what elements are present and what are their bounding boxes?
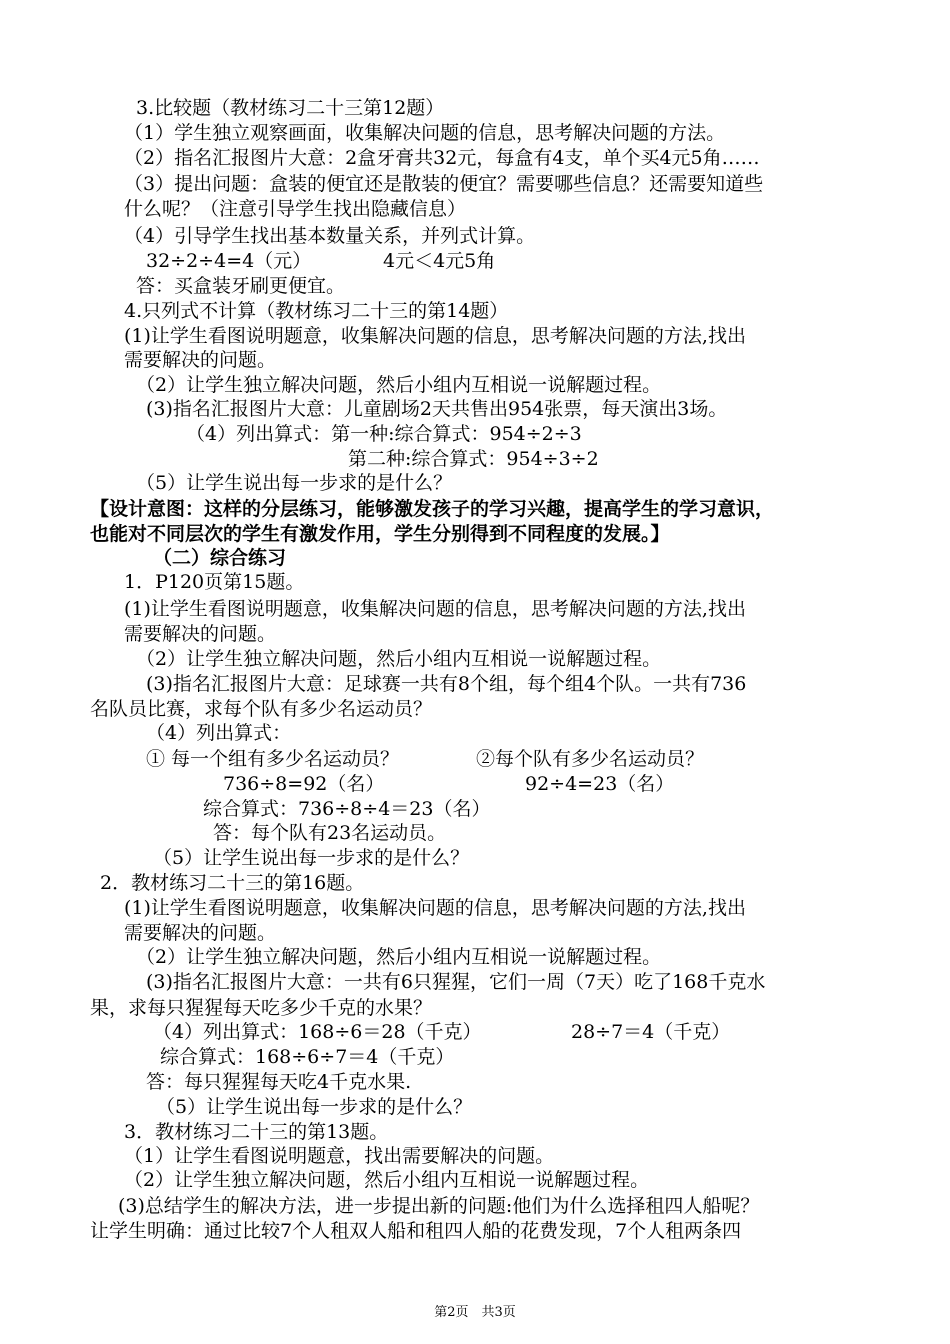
page-footer: 第2页 共3页 xyxy=(434,1305,516,1320)
text-line: （5）让学生说出每一步求的是什么？ xyxy=(156,1096,473,1118)
text-line: 736÷8=92（名） xyxy=(223,773,385,795)
text-line: 综合算式：736÷8÷4＝23（名） xyxy=(203,798,491,820)
text-line: （4）列出算式： xyxy=(146,722,292,744)
text-line: （2）让学生独立解决问题，然后小组内互相说一说解题过程。 xyxy=(136,648,662,670)
text-line: （4）列出算式：168÷6＝28（千克） xyxy=(153,1021,482,1043)
text-line: （2）指名汇报图片大意：2盒牙膏共32元，每盒有4支，单个买4元5角…… xyxy=(124,147,760,169)
text-line: 4.只列式不计算（教材练习二十三的第14题） xyxy=(124,300,509,322)
text-line: (1)让学生看图说明题意，收集解决问题的信息，思考解决问题的方法,找出 xyxy=(124,897,746,919)
text-line: （4）列出算式：第一种:综合算式：954÷2÷3 xyxy=(186,423,582,445)
text-line: 32÷2÷4=4（元） xyxy=(146,250,312,272)
text-line: 名队员比赛，求每个队有多少名运动员？ xyxy=(90,698,433,720)
text-line: ②每个队有多少名运动员？ xyxy=(476,748,705,770)
text-line: （5）让学生说出每一步求的是什么？ xyxy=(153,847,470,869)
text-line: 需要解决的问题。 xyxy=(124,922,277,944)
text-line: 答：每个队有23名运动员。 xyxy=(213,822,447,844)
text-line: 3．教材练习二十三的第13题。 xyxy=(124,1121,389,1143)
text-line: 1．P120页第15题。 xyxy=(124,571,305,593)
text-line: 92÷4=23（名） xyxy=(525,773,675,795)
text-line: 第二种:综合算式：954÷3÷2 xyxy=(348,448,599,470)
text-line: （2）让学生独立解决问题，然后小组内互相说一说解题过程。 xyxy=(136,374,662,396)
design-intent-line: 也能对不同层次的学生有激发作用，学生分别得到不同程度的发展。】 xyxy=(90,523,670,545)
text-line: 28÷7＝4（千克） xyxy=(571,1021,731,1043)
text-line: 2．教材练习二十三的第16题。 xyxy=(100,872,365,894)
text-line: (1)让学生看图说明题意，收集解决问题的信息，思考解决问题的方法,找出 xyxy=(124,598,746,620)
text-line: （2）让学生独立解决问题，然后小组内互相说一说解题过程。 xyxy=(124,1169,650,1191)
text-line: （1）学生独立观察画面，收集解决问题的信息，思考解决问题的方法。 xyxy=(124,122,726,144)
text-line: 什么呢？（注意引导学生找出隐藏信息） xyxy=(124,198,467,220)
text-line: （3）提出问题：盒装的便宜还是散装的便宜？需要哪些信息？还需要知道些 xyxy=(124,173,764,195)
text-line: (3)指名汇报图片大意：儿童剧场2天共售出954张票，每天演出3场。 xyxy=(146,398,728,420)
text-line: （1）让学生看图说明题意，找出需要解决的问题。 xyxy=(124,1145,555,1167)
section-heading: （二）综合练习 xyxy=(153,547,287,569)
text-line: 3.比较题（教材练习二十三第12题） xyxy=(136,97,445,119)
text-line: ① 每一个组有多少名运动员？ xyxy=(146,748,400,770)
text-line: （2）让学生独立解决问题，然后小组内互相说一说解题过程。 xyxy=(136,946,662,968)
text-line: (3)指名汇报图片大意：一共有6只猩猩，它们一周（7天）吃了168千克水 xyxy=(146,971,766,993)
text-line: （4）引导学生找出基本数量关系，并列式计算。 xyxy=(124,225,536,247)
text-line: 需要解决的问题。 xyxy=(124,623,277,645)
text-line: 需要解决的问题。 xyxy=(124,349,277,371)
text-line: 果，求每只猩猩每天吃多少千克的水果？ xyxy=(90,997,433,1019)
text-line: 答：买盒装牙刷更便宜。 xyxy=(136,275,346,297)
text-line: 答：每只猩猩每天吃4千克水果. xyxy=(146,1071,412,1093)
design-intent-line: 【设计意图：这样的分层练习，能够激发孩子的学习兴趣，提高学生的学习意识， xyxy=(90,498,775,520)
text-line: 让学生明确：通过比较7个人租双人船和租四人船的花费发现，7个人租两条四 xyxy=(90,1220,742,1242)
text-line: 综合算式：168÷6÷7＝4（千克） xyxy=(160,1046,455,1068)
text-line: （5）让学生说出每一步求的是什么？ xyxy=(136,472,453,494)
text-line: (3)总结学生的解决方法，进一步提出新的问题:他们为什么选择租四人船呢？ xyxy=(118,1195,760,1217)
text-line: (1)让学生看图说明题意，收集解决问题的信息，思考解决问题的方法,找出 xyxy=(124,325,746,347)
text-line: 4元＜4元5角 xyxy=(383,250,496,272)
text-line: (3)指名汇报图片大意：足球赛一共有8个组，每个组4个队。一共有736 xyxy=(146,673,747,695)
